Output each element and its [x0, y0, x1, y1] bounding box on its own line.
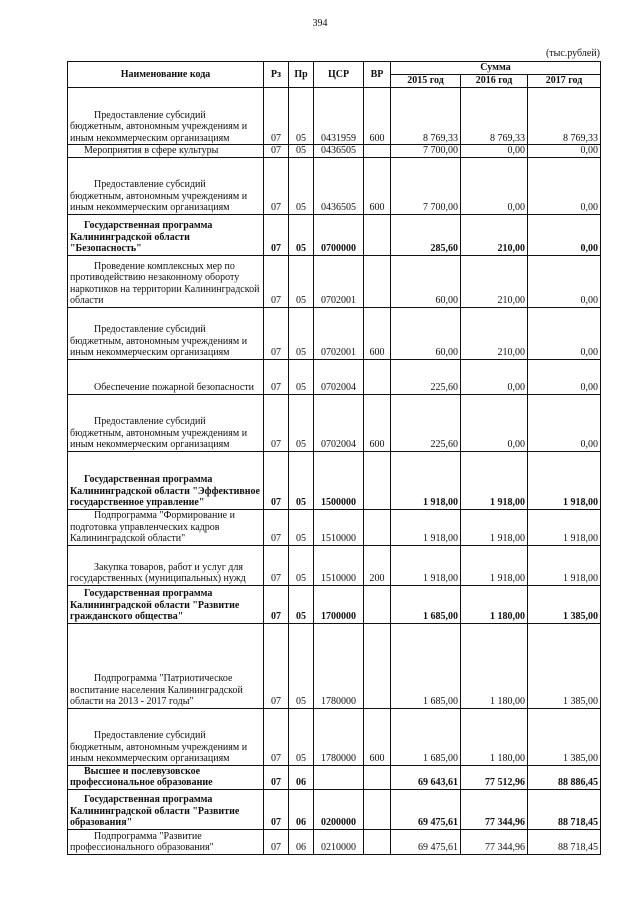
row-name-text: Проведение комплексных мер по противодействию незаконному обороту наркотиков на территории Калининградской области [70, 260, 260, 306]
cell-vr [364, 623, 391, 708]
header-csr: ЦСР [314, 62, 364, 88]
row-name-text: Государственная программа Калининградской области "Безопасность" [70, 220, 213, 254]
table-row [68, 255, 601, 307]
header-2016: 2016 год [461, 75, 528, 88]
cell-2015: 285,60 [391, 214, 461, 255]
cell-rz: 07 [264, 765, 289, 789]
cell-2016: 1 918,00 [461, 545, 528, 585]
row-name-text: Закупка товаров, работ и услуг для государственных (муниципальных) нужд [70, 561, 246, 584]
cell-2015: 69 643,61 [391, 765, 461, 789]
cell-2016: 210,00 [461, 214, 528, 255]
cell-vr [364, 585, 391, 623]
cell-2015: 69 475,61 [391, 829, 461, 854]
budget-table [67, 61, 601, 855]
cell-rz: 07 [264, 509, 289, 545]
cell-2016: 210,00 [461, 307, 528, 359]
cell-2016: 1 918,00 [461, 509, 528, 545]
cell-pr: 05 [289, 623, 314, 708]
cell-2016: 8 769,33 [461, 88, 528, 145]
cell-vr [364, 359, 391, 394]
cell-csr: 0436505 [314, 157, 364, 214]
cell-vr: 600 [364, 88, 391, 145]
header-sum: Сумма [391, 62, 601, 75]
cell-vr [364, 451, 391, 509]
table-row [68, 789, 601, 829]
page-number: 394 [312, 18, 328, 29]
cell-name [68, 829, 264, 854]
row-name-text: Предоставление субсидий бюджетным, автономным учреждениям и иным некоммерческим организациям [70, 730, 248, 764]
cell-vr [364, 255, 391, 307]
cell-name [68, 214, 264, 255]
cell-csr: 1780000 [314, 708, 364, 765]
cell-rz: 07 [264, 214, 289, 255]
cell-name [68, 451, 264, 509]
table-row [68, 214, 601, 255]
cell-2017: 88 886,45 [528, 765, 601, 789]
cell-pr: 05 [289, 545, 314, 585]
cell-name [68, 307, 264, 359]
cell-2015: 1 685,00 [391, 623, 461, 708]
cell-vr [364, 145, 391, 158]
cell-pr: 05 [289, 307, 314, 359]
cell-vr [364, 789, 391, 829]
table-row [68, 829, 601, 854]
cell-csr: 0436505 [314, 145, 364, 158]
cell-2016: 77 344,96 [461, 789, 528, 829]
row-name-text: Обеспечение пожарной безопасности [94, 382, 255, 393]
cell-2017: 0,00 [528, 359, 601, 394]
cell-2017: 0,00 [528, 157, 601, 214]
header-name: Наименование кода [68, 62, 264, 88]
header-2015: 2015 год [391, 75, 461, 88]
row-name-text: Подпрограмма "Формирование и подготовка управленческих кадров Калининградской области" [70, 510, 235, 544]
cell-rz: 07 [264, 88, 289, 145]
table-row [68, 307, 601, 359]
cell-2017: 0,00 [528, 255, 601, 307]
table-row [68, 394, 601, 451]
cell-rz: 07 [264, 394, 289, 451]
table-row [68, 359, 601, 394]
cell-vr: 600 [364, 708, 391, 765]
cell-vr [364, 214, 391, 255]
cell-name [68, 789, 264, 829]
cell-pr: 05 [289, 145, 314, 158]
cell-csr: 0702001 [314, 255, 364, 307]
cell-vr: 600 [364, 307, 391, 359]
cell-2015: 1 918,00 [391, 509, 461, 545]
cell-2017: 0,00 [528, 214, 601, 255]
cell-rz: 07 [264, 789, 289, 829]
cell-pr: 05 [289, 451, 314, 509]
cell-2015: 60,00 [391, 307, 461, 359]
cell-rz: 07 [264, 585, 289, 623]
cell-pr: 05 [289, 708, 314, 765]
table-row [68, 585, 601, 623]
cell-2017: 88 718,45 [528, 789, 601, 829]
cell-csr: 1500000 [314, 451, 364, 509]
cell-pr: 05 [289, 394, 314, 451]
row-name-text: Подпрограмма "Развитие профессионального образования" [70, 830, 214, 853]
row-name-text: Высшее и послевузовское профессиональное образование [70, 765, 213, 788]
cell-2016: 1 180,00 [461, 708, 528, 765]
table-row [68, 451, 601, 509]
cell-2015: 69 475,61 [391, 789, 461, 829]
cell-name [68, 623, 264, 708]
cell-pr: 05 [289, 88, 314, 145]
cell-rz: 07 [264, 545, 289, 585]
cell-2016: 1 918,00 [461, 451, 528, 509]
cell-csr: 0702004 [314, 394, 364, 451]
cell-2015: 60,00 [391, 255, 461, 307]
header-pr: Пр [289, 62, 314, 88]
row-name-text: Предоставление субсидий бюджетным, автономным учреждениям и иным некоммерческим организациям [70, 416, 248, 450]
cell-2016: 77 344,96 [461, 829, 528, 854]
cell-name [68, 585, 264, 623]
cell-2017: 0,00 [528, 307, 601, 359]
cell-name [68, 509, 264, 545]
cell-csr: 0431959 [314, 88, 364, 145]
cell-name [68, 545, 264, 585]
cell-pr: 05 [289, 255, 314, 307]
row-name-text: Государственная программа Калининградской области "Эффективное государственное управление" [70, 474, 260, 508]
cell-name [68, 765, 264, 789]
row-name-text: Предоставление субсидий бюджетным, автономным учреждениям и иным некоммерческим организациям [70, 109, 248, 144]
cell-2015: 8 769,33 [391, 88, 461, 145]
cell-2017: 0,00 [528, 145, 601, 158]
cell-2016: 77 512,96 [461, 765, 528, 789]
table-row [68, 708, 601, 765]
cell-pr: 06 [289, 765, 314, 789]
cell-csr [314, 765, 364, 789]
cell-2015: 1 685,00 [391, 708, 461, 765]
cell-2015: 7 700,00 [391, 157, 461, 214]
cell-rz: 07 [264, 451, 289, 509]
cell-rz: 07 [264, 359, 289, 394]
table-row [68, 509, 601, 545]
cell-pr: 05 [289, 157, 314, 214]
cell-2015: 1 918,00 [391, 451, 461, 509]
cell-csr: 1510000 [314, 545, 364, 585]
cell-2016: 0,00 [461, 157, 528, 214]
cell-vr [364, 765, 391, 789]
row-name-text: Предоставление субсидий бюджетным, автономным учреждениям и иным некоммерческим организациям [70, 179, 248, 213]
table-row [68, 157, 601, 214]
cell-2015: 225,60 [391, 359, 461, 394]
cell-csr: 0700000 [314, 214, 364, 255]
cell-2016: 1 180,00 [461, 585, 528, 623]
cell-rz: 07 [264, 307, 289, 359]
cell-pr: 05 [289, 585, 314, 623]
units-note: (тыс.рублей) [545, 48, 600, 59]
table-row [68, 545, 601, 585]
cell-csr: 0210000 [314, 829, 364, 854]
header-rz: Рз [264, 62, 289, 88]
cell-rz: 07 [264, 255, 289, 307]
cell-2016: 0,00 [461, 145, 528, 158]
cell-pr: 05 [289, 214, 314, 255]
cell-2017: 1 918,00 [528, 545, 601, 585]
cell-2016: 1 180,00 [461, 623, 528, 708]
cell-csr: 0702004 [314, 359, 364, 394]
cell-name [68, 88, 264, 145]
table-row [68, 765, 601, 789]
table-row [68, 145, 601, 158]
cell-rz: 07 [264, 623, 289, 708]
cell-csr: 1700000 [314, 585, 364, 623]
cell-2016: 210,00 [461, 255, 528, 307]
cell-name [68, 255, 264, 307]
cell-2017: 88 718,45 [528, 829, 601, 854]
cell-2017: 1 385,00 [528, 708, 601, 765]
cell-rz: 07 [264, 157, 289, 214]
cell-name [68, 157, 264, 214]
table-row [68, 623, 601, 708]
cell-csr: 1780000 [314, 623, 364, 708]
cell-pr: 05 [289, 359, 314, 394]
table-row [68, 88, 601, 145]
header-row [68, 62, 601, 75]
row-name-text: Предоставление субсидий бюджетным, автономным учреждениям и иным некоммерческим организациям [70, 324, 248, 358]
cell-csr: 1510000 [314, 509, 364, 545]
cell-name [68, 394, 264, 451]
cell-2015: 7 700,00 [391, 145, 461, 158]
row-name-text: Подпрограмма "Патриотическое воспитание населения Калининградской области на 2013 - 2017 годы" [70, 673, 243, 707]
header-2017: 2017 год [528, 75, 601, 88]
cell-pr: 06 [289, 789, 314, 829]
cell-2017: 1 385,00 [528, 585, 601, 623]
cell-2015: 1 685,00 [391, 585, 461, 623]
cell-vr: 600 [364, 157, 391, 214]
cell-name [68, 708, 264, 765]
cell-2017: 8 769,33 [528, 88, 601, 145]
cell-vr: 200 [364, 545, 391, 585]
cell-2015: 225,60 [391, 394, 461, 451]
cell-csr: 0200000 [314, 789, 364, 829]
cell-rz: 07 [264, 145, 289, 158]
cell-2016: 0,00 [461, 359, 528, 394]
cell-name [68, 359, 264, 394]
cell-2017: 1 918,00 [528, 509, 601, 545]
cell-vr [364, 829, 391, 854]
row-name-text: Государственная программа Калининградской области "Развитие образования" [70, 794, 240, 828]
cell-vr [364, 509, 391, 545]
cell-name [68, 145, 264, 158]
cell-vr: 600 [364, 394, 391, 451]
cell-csr: 0702001 [314, 307, 364, 359]
cell-pr: 05 [289, 509, 314, 545]
row-name-text: Государственная программа Калининградской области "Развитие гражданского общества" [70, 588, 240, 622]
cell-pr: 06 [289, 829, 314, 854]
cell-rz: 07 [264, 829, 289, 854]
cell-2017: 0,00 [528, 394, 601, 451]
cell-2016: 0,00 [461, 394, 528, 451]
cell-rz: 07 [264, 708, 289, 765]
row-name-text: Мероприятия в сфере культуры [84, 145, 219, 156]
header-vr: ВР [364, 62, 391, 88]
cell-2015: 1 918,00 [391, 545, 461, 585]
cell-2017: 1 385,00 [528, 623, 601, 708]
cell-2017: 1 918,00 [528, 451, 601, 509]
